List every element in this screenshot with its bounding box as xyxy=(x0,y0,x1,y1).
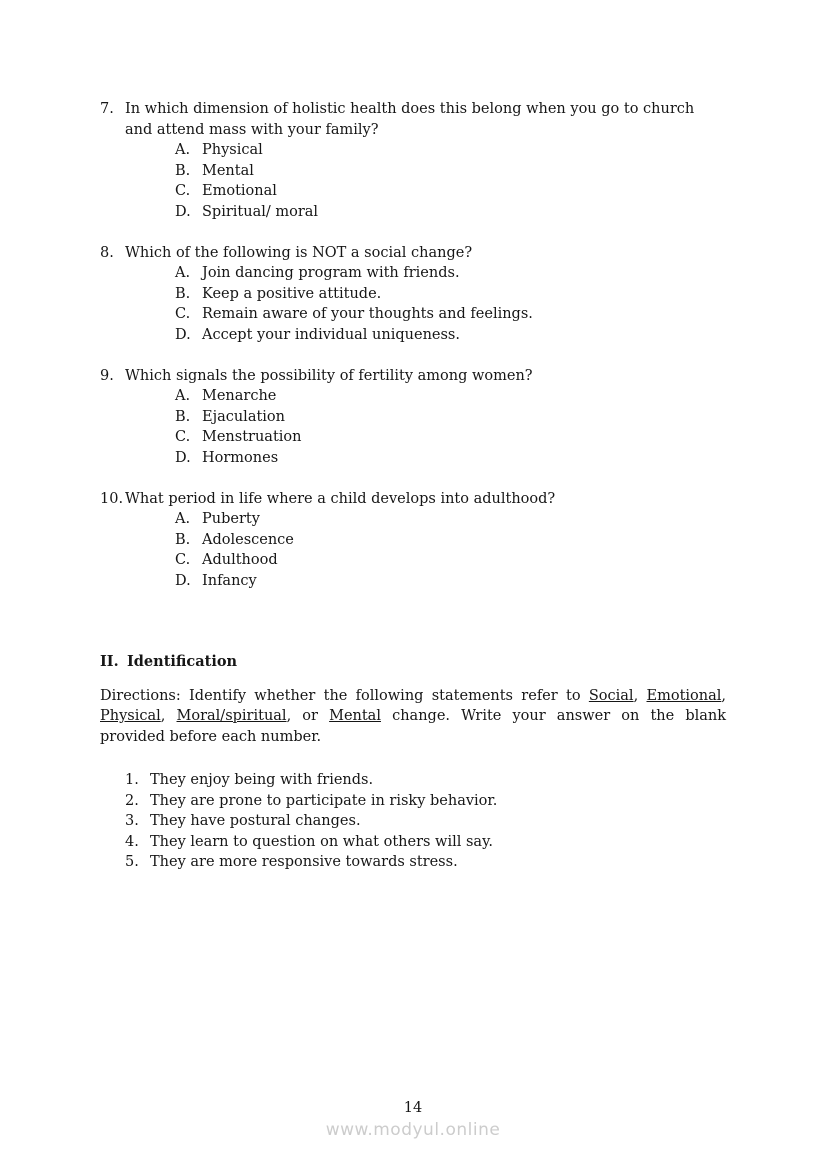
option-letter: C. xyxy=(175,552,191,568)
question-9 xyxy=(100,366,726,469)
item-number: 4. xyxy=(125,833,139,850)
option-row xyxy=(175,202,726,223)
option-label: Adulthood xyxy=(202,552,278,568)
option-label: Infancy xyxy=(202,572,257,589)
option-letter: C. xyxy=(175,306,191,322)
item-text: They have postural changes. xyxy=(150,813,361,829)
underlined-term: Moral/spiritual xyxy=(176,708,287,724)
text-segment: Directions: Identify whether the following statements refer to xyxy=(100,687,589,704)
text-segment: , xyxy=(160,708,177,724)
question-10 xyxy=(100,489,726,592)
option-label: Menarche xyxy=(202,388,277,404)
item-text: They are prone to participate in risky behavior. xyxy=(150,792,498,809)
option-letter: C. xyxy=(175,183,191,199)
page-number: 14 xyxy=(403,1100,423,1116)
option-letter: D. xyxy=(175,449,191,466)
option-label: Mental xyxy=(202,162,254,179)
text-segment: provided before each number. xyxy=(100,728,322,745)
option-letter: A. xyxy=(175,388,191,404)
option-row xyxy=(175,571,726,592)
option-letter: B. xyxy=(175,408,191,425)
item-number: 5. xyxy=(125,854,139,870)
item-text: They enjoy being with friends. xyxy=(150,772,374,788)
options-list xyxy=(175,140,726,222)
question-8 xyxy=(100,243,726,346)
question-number: 7. xyxy=(100,101,114,117)
identification-list xyxy=(100,770,726,873)
item-number: 3. xyxy=(125,813,139,829)
option-label: Menstruation xyxy=(202,429,302,445)
item-number: 2. xyxy=(125,792,139,809)
options-list xyxy=(175,509,726,591)
option-label: Accept your individual uniqueness. xyxy=(202,326,460,343)
options-list xyxy=(175,263,726,345)
option-label: Join dancing program with friends. xyxy=(202,265,460,281)
identification-item xyxy=(125,791,726,812)
option-letter: B. xyxy=(175,162,191,179)
option-row xyxy=(175,448,726,469)
option-letter: A. xyxy=(175,511,191,527)
option-row xyxy=(175,161,726,182)
section-heading-label: Identification xyxy=(127,653,238,670)
option-row xyxy=(175,325,726,346)
question-number: 8. xyxy=(100,244,114,261)
options-list xyxy=(175,386,726,468)
option-letter: D. xyxy=(175,326,191,343)
question-text-line: and attend mass with your family? xyxy=(125,121,379,138)
option-letter: D. xyxy=(175,572,191,589)
underlined-term: Social xyxy=(588,687,634,704)
option-label: Ejaculation xyxy=(202,408,285,425)
option-row xyxy=(175,386,726,407)
item-text: They learn to question on what others will say. xyxy=(150,833,493,850)
option-letter: A. xyxy=(175,142,191,158)
directions-line xyxy=(100,706,726,727)
option-row xyxy=(175,407,726,428)
question-text xyxy=(125,99,726,140)
question-row xyxy=(100,99,726,140)
option-letter: B. xyxy=(175,285,191,302)
option-letter: D. xyxy=(175,203,191,220)
question-text xyxy=(125,366,726,387)
identification-section xyxy=(100,652,726,873)
item-text: They are more responsive towards stress. xyxy=(150,854,458,870)
item-number: 1. xyxy=(125,772,139,788)
text-segment: change. Write your answer on the blank xyxy=(380,708,727,724)
question-text-line: Which signals the possibility of fertility among women? xyxy=(125,367,533,384)
multiple-choice-section xyxy=(100,99,726,612)
directions-paragraph xyxy=(100,686,726,748)
option-label: Puberty xyxy=(202,511,260,527)
question-number: 9. xyxy=(100,367,114,384)
option-row xyxy=(175,427,726,448)
option-row xyxy=(175,530,726,551)
watermark-text: www.modyul.online xyxy=(325,1120,501,1140)
question-text-line: In which dimension of holistic health does this belong when you go to church xyxy=(125,101,695,117)
question-row xyxy=(100,243,726,264)
question-7 xyxy=(100,99,726,222)
directions-line xyxy=(100,727,726,748)
section-heading xyxy=(100,652,726,673)
identification-item xyxy=(125,852,726,873)
option-row xyxy=(175,550,726,571)
option-label: Physical xyxy=(202,142,263,158)
text-segment: , or xyxy=(286,708,330,724)
section-heading-number: II. xyxy=(100,653,119,670)
option-label: Adolescence xyxy=(202,531,294,548)
option-label: Hormones xyxy=(202,449,279,466)
underlined-term: Emotional xyxy=(646,687,722,704)
underlined-term: Physical xyxy=(100,708,161,724)
option-row xyxy=(175,284,726,305)
option-letter: B. xyxy=(175,531,191,548)
option-label: Remain aware of your thoughts and feelings. xyxy=(202,306,533,322)
identification-item xyxy=(125,811,726,832)
question-number: 10. xyxy=(100,490,124,507)
option-letter: C. xyxy=(175,429,191,445)
option-row xyxy=(175,140,726,161)
option-label: Emotional xyxy=(202,183,277,199)
option-row xyxy=(175,304,726,325)
option-row xyxy=(175,263,726,284)
question-text xyxy=(125,489,726,510)
identification-item xyxy=(125,770,726,791)
option-letter: A. xyxy=(175,265,191,281)
identification-item xyxy=(125,832,726,853)
underlined-term: Mental xyxy=(329,708,381,724)
option-row xyxy=(175,181,726,202)
directions-line xyxy=(100,686,726,707)
question-text-line: Which of the following is NOT a social change? xyxy=(125,244,473,261)
text-segment: , xyxy=(633,687,647,704)
option-label: Spiritual/ moral xyxy=(202,203,319,220)
option-label: Keep a positive attitude. xyxy=(202,285,382,302)
option-row xyxy=(175,509,726,530)
question-text xyxy=(125,243,726,264)
question-text-line: What period in life where a child develops into adulthood? xyxy=(125,490,556,507)
question-row xyxy=(100,489,726,510)
text-segment: , xyxy=(721,687,726,704)
question-row xyxy=(100,366,726,387)
